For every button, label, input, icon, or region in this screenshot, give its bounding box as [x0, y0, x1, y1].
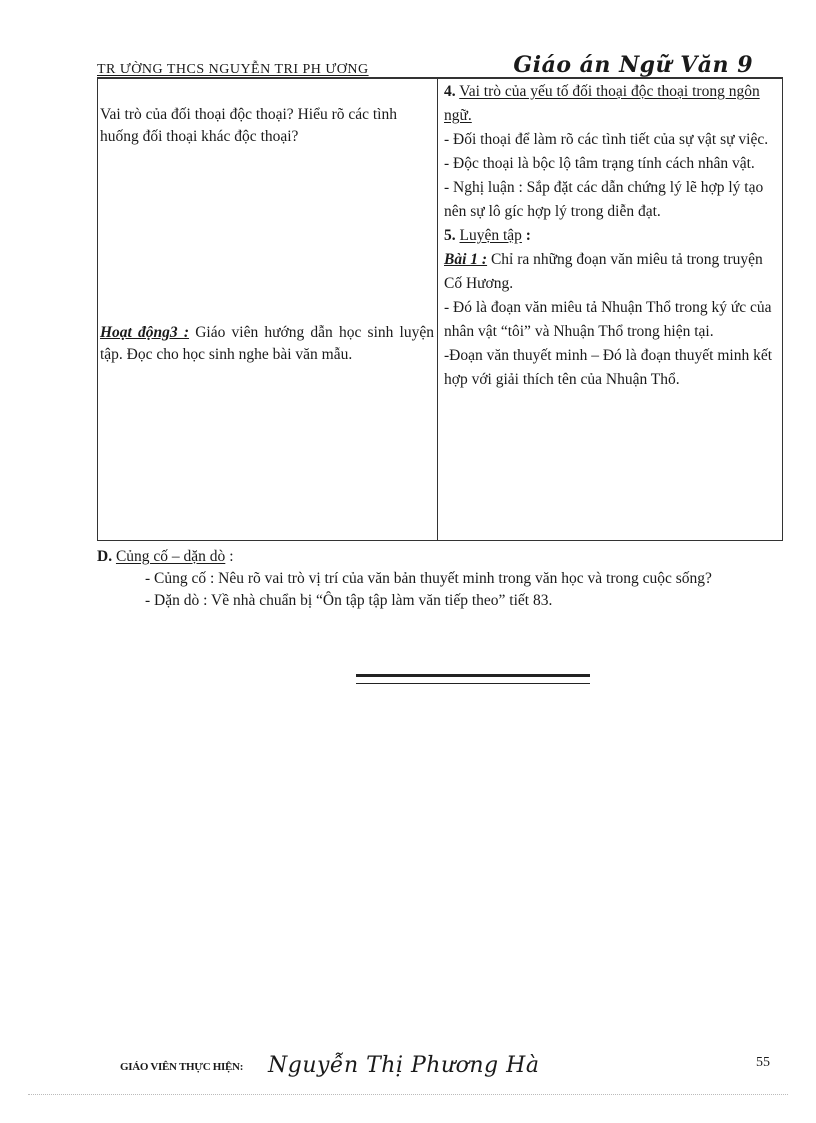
item5-heading — [444, 224, 778, 248]
bottom-dotted-rule — [28, 1094, 788, 1095]
item5-number: 5. — [444, 227, 456, 244]
activity-text: Giáo viên hướng dẫn học sinh luyện tập. Đọc cho học sinh nghe bài văn mẫu. — [100, 324, 434, 363]
page-number: 55 — [756, 1055, 770, 1070]
right-para-5: -Đoạn văn thuyết minh – Đó là đoạn thuyết minh kết hợp với giải thích tên của Nhuận Thổ. — [444, 347, 773, 388]
right-para-3: - Nghị luận : Sắp đặt các dẫn chứng lý lẽ hợp lý tạo nên sự lô gíc hợp lý trong diễn đạt. — [444, 179, 764, 220]
activity-label: Hoạt động3 : — [100, 324, 190, 341]
item5-colon: : — [521, 227, 531, 244]
section-d-title: Củng cố – dặn dò — [115, 548, 226, 565]
question-text: Vai trò của đối thoại độc thoại? Hiểu rõ các tình huống đối thoại khác độc thoại? — [100, 106, 397, 145]
item4-heading — [444, 80, 778, 128]
bai1-text: Chỉ ra những đoạn văn miêu tả trong truyện Cố Hương. — [444, 251, 763, 292]
right-column — [444, 80, 778, 392]
item4-title: Vai trò của yếu tố đối thoại độc thoại trong ngôn ngữ. — [444, 83, 760, 124]
lesson-table — [97, 77, 783, 541]
section-d-label: D. — [97, 548, 113, 565]
left-question — [100, 104, 434, 148]
consolidation-line: - Củng cố : Nêu rõ vai trò vị trí của văn bản thuyết minh trong văn học và trong cuộc sống? — [145, 570, 712, 587]
page-header — [97, 52, 753, 78]
teacher-signature: Nguyễn Thị Phương Hà — [268, 1053, 540, 1078]
right-para-2: - Độc thoại là bộc lộ tâm trạng tính cách nhân vật. — [444, 155, 755, 172]
subject-title: Giáo án Ngữ Văn 9 — [513, 52, 753, 78]
bai1-label: Bài 1 : — [444, 251, 488, 268]
teacher-label: GIÁO VIÊN THỰC HIỆN: — [120, 1061, 244, 1073]
item5-title: Luyện tập — [459, 227, 522, 244]
page-footer — [120, 1053, 770, 1083]
section-d-heading — [97, 546, 783, 568]
school-name: TR ƯỜNG THCS NGUYỄN TRI PH ƯƠNG — [97, 62, 369, 77]
section-d — [97, 546, 783, 612]
right-para-4: - Đó là đoạn văn miêu tả Nhuận Thổ trong ký ức của nhân vật “tôi” và Nhuận Thổ trong hiện tại. — [444, 299, 772, 340]
activity-paragraph — [100, 322, 434, 366]
item4-number: 4. — [444, 83, 456, 100]
left-activity — [100, 322, 434, 366]
bai1-paragraph — [444, 248, 778, 296]
end-divider — [356, 674, 590, 684]
right-para-1: - Đối thoại để làm rõ các tình tiết của sự vật sự việc. — [444, 131, 769, 148]
homework-line: - Dặn dò : Về nhà chuẩn bị “Ôn tập tập làm văn tiếp theo” tiết 83. — [145, 592, 553, 609]
column-divider — [437, 78, 438, 540]
table-top-rule — [98, 78, 782, 79]
section-d-colon: : — [225, 548, 234, 565]
